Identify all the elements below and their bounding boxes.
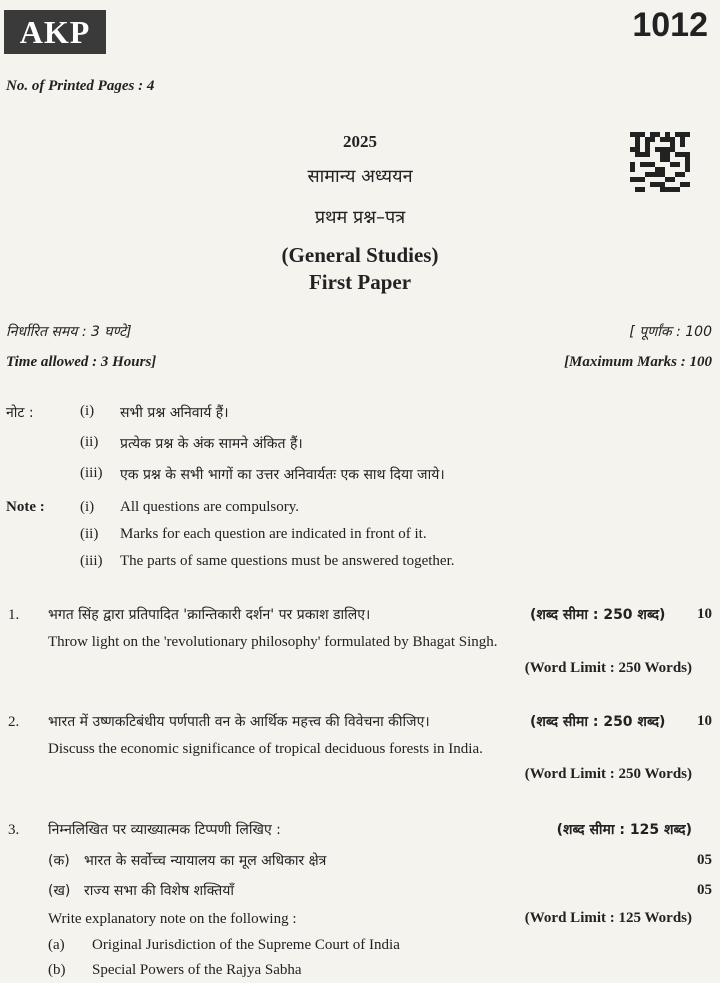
note-num: (i) bbox=[80, 403, 95, 419]
word-limit-hindi: (शब्द सीमा : 250 शब्द) bbox=[530, 607, 666, 623]
english-title: (General Studies) bbox=[281, 243, 439, 267]
note-label-english: Note : bbox=[6, 499, 45, 515]
part-marks: 05 bbox=[697, 852, 712, 868]
question-number: 1. bbox=[8, 607, 20, 623]
question-text-english: Throw light on the 'revolutionary philosophy' formulated by Bhagat Singh. bbox=[48, 634, 498, 650]
part-marks: 05 bbox=[697, 882, 712, 898]
question-number: 2. bbox=[8, 714, 20, 730]
note-num: (ii) bbox=[80, 434, 99, 450]
word-limit-hindi: (शब्द सीमा : 125 शब्द) bbox=[556, 822, 692, 838]
note-text-english: Marks for each question are indicated in front of it. bbox=[120, 526, 427, 542]
note-text-hindi: प्रत्येक प्रश्न के अंक सामने अंकित हैं। bbox=[120, 436, 303, 452]
part-text-english: Special Powers of the Rajya Sabha bbox=[92, 962, 302, 978]
word-limit-english: (Word Limit : 250 Words) bbox=[524, 766, 692, 782]
note-num: (iii) bbox=[80, 465, 103, 481]
english-paper: First Paper bbox=[308, 270, 412, 294]
question-text-hindi: भारत में उष्णकटिबंधीय पर्णपाती वन के आर्थिक महत्त्व की विवेचना कीजिए। bbox=[48, 714, 430, 730]
printed-pages: No. of Printed Pages : 4 bbox=[6, 78, 155, 94]
note-text-english: All questions are compulsory. bbox=[120, 499, 299, 515]
marks-hindi: [ पूर्णांक : 100 bbox=[629, 324, 712, 340]
publisher-logo: AKP bbox=[4, 10, 106, 54]
word-limit-english: (Word Limit : 250 Words) bbox=[524, 660, 692, 676]
marks-english: [Maximum Marks : 100 bbox=[564, 354, 712, 370]
time-english: Time allowed : 3 Hours] bbox=[6, 354, 157, 370]
hindi-title: सामान्य अध्ययन bbox=[307, 166, 413, 187]
note-num: (i) bbox=[80, 499, 95, 515]
note-num: (iii) bbox=[80, 553, 103, 569]
question-marks: 10 bbox=[697, 713, 712, 729]
note-text-hindi: सभी प्रश्न अनिवार्य हैं। bbox=[120, 405, 229, 421]
question-marks: 10 bbox=[697, 606, 712, 622]
question-text-english: Write explanatory note on the following : bbox=[48, 911, 297, 927]
question-text-hindi: भगत सिंह द्वारा प्रतिपादित 'क्रान्तिकारी दर्शन' पर प्रकाश डालिए। bbox=[48, 607, 371, 623]
word-limit-hindi: (शब्द सीमा : 250 शब्द) bbox=[530, 714, 666, 730]
note-num: (ii) bbox=[80, 526, 99, 542]
part-text-hindi: भारत के सर्वोच्च न्यायालय का मूल अधिकार क्षेत्र bbox=[84, 853, 327, 869]
question-text-hindi: निम्नलिखित पर व्याख्यात्मक टिप्पणी लिखिए : bbox=[48, 822, 281, 838]
time-hindi: निर्धारित समय : 3 घण्टे] bbox=[6, 324, 132, 340]
part-label-english: (b) bbox=[48, 962, 66, 978]
part-label-hindi: (ख) bbox=[48, 883, 71, 899]
hindi-paper: प्रथम प्रश्न–पत्र bbox=[314, 207, 406, 228]
part-label-english: (a) bbox=[48, 937, 65, 953]
part-text-english: Original Jurisdiction of the Supreme Court of India bbox=[92, 937, 400, 953]
note-text-english: The parts of same questions must be answered together. bbox=[120, 553, 455, 569]
part-text-hindi: राज्य सभा की विशेष शक्तियाँ bbox=[84, 883, 234, 899]
note-text-hindi: एक प्रश्न के सभी भागों का उत्तर अनिवार्यतः एक साथ दिया जाये। bbox=[120, 467, 445, 483]
paper-code: 1012 bbox=[632, 6, 708, 44]
word-limit-english: (Word Limit : 125 Words) bbox=[524, 910, 692, 926]
part-label-hindi: (क) bbox=[48, 853, 70, 869]
note-label-hindi: नोट : bbox=[6, 405, 34, 421]
question-number: 3. bbox=[8, 822, 20, 838]
exam-year: 2025 bbox=[343, 132, 377, 151]
question-text-english: Discuss the economic significance of tropical deciduous forests in India. bbox=[48, 741, 483, 757]
